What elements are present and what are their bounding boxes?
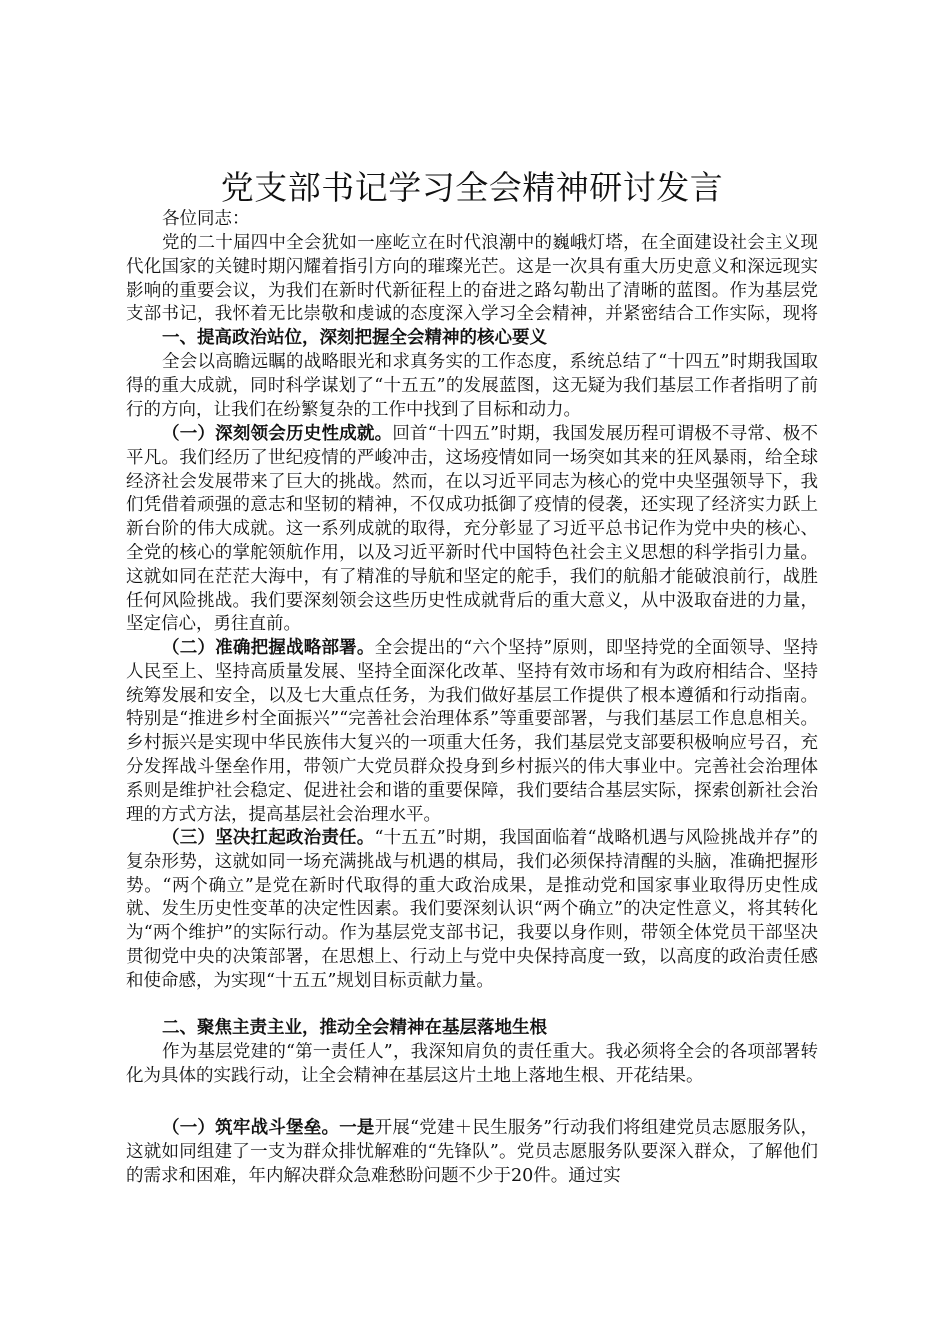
salutation: 各位同志： (162, 209, 250, 229)
section-2-heading: 二、聚焦主责主业，推动全会精神在基层落地生根 (162, 1018, 547, 1038)
section-1-item-1 (126, 423, 818, 637)
item-lead: （一）筑牢战斗堡垒。 (162, 1118, 340, 1138)
item-body: 回首“十四五”时期，我国发展历程可谓极不寻常、极不平凡。我们经历了世纪疫情的严峻冲击，这场疫情如同一场突如其来的狂风暴雨，给全球经济社会发展带来了巨大的挑战。然而，在以习近平同志为核心的党中央坚强领导下，我们凭借着顽强的意志和坚韧的精神，不仅成功抵御了疫情的侵袭，还实现了经济实力跃上新台阶的伟大成就。这一系列成就的取得，充分彰显了习近平总书记作为党中央的核心、全党的核心的掌舵领航作用，以及习近平新时代中国特色社会主义思想的科学指引力量。这就如同在茫茫大海中，有了精准的导航和坚定的舵手，我们的航船才能破浪前行，战胜任何风险挑战。我们要深刻领会这些历史性成就背后的重大意义，从中汲取奋进的力量，坚定信心，勇往直前。 (126, 424, 818, 635)
item-sublead: 一是 (339, 1118, 375, 1138)
section-2-item-1 (126, 1117, 818, 1189)
section-1-item-2 (126, 637, 818, 827)
section-1-heading: 一、提高政治站位，深刻把握全会精神的核心要义 (162, 328, 547, 348)
item-body: 开展“党建＋民生服务”行动我们将组建党员志愿服务队，这就如同组建了一支为群众排忧解难的“先锋队”。党员志愿服务队要深入群众，了解他们的需求和困难，年内解决群众急难愁盼问题不少于20件。通过实 (126, 1118, 818, 1186)
item-lead: （三）坚决扛起政治责任。 (162, 828, 375, 848)
section-2-paragraph: 作为基层党建的“第一责任人”，我深知肩负的责任重大。我必须将全会的各项部署转化为具体的实践行动，让全会精神在基层这片土地上落地生根、开花结果。 (126, 1042, 818, 1086)
document-title: 党支部书记学习全会精神研讨发言 (220, 168, 724, 207)
item-lead: （一）深刻领会历史性成就。 (162, 424, 393, 444)
document-page (126, 168, 818, 1189)
intro-paragraph: 党的二十届四中全会犹如一座屹立在时代浪潮中的巍峨灯塔，在全面建设社会主义现代化国家的关键时期闪耀着指引方向的璀璨光芒。这是一次具有重大历史意义和深远现实影响的重要会议，为我们在新时代新征程上的奋进之路勾勒出了清晰的蓝图。作为基层党支部书记，我怀着无比崇敬和虔诚的态度深入学习全会精神，并紧密结合工作实际，现将 (126, 233, 818, 325)
section-1-item-3 (126, 827, 818, 1017)
item-body: 全会提出的“六个坚持”原则，即坚持党的全面领导、坚持人民至上、坚持高质量发展、坚持全面深化改革、坚持有效市场和有为政府相结合、坚持统筹发展和安全，以及七大重点任务，为我们做好基层工作提供了根本遵循和行动指南。特别是“推进乡村全面振兴”“完善社会治理体系”等重要部署，与我们基层工作息息相关。乡村振兴是实现中华民族伟大复兴的一项重大任务，我们基层党支部要积极响应号召，充分发挥战斗堡垒作用，带领广大党员群众投身到乡村振兴的伟大事业中。完善社会治理体系则是维护社会稳定、促进社会和谐的重要保障，我们要结合基层实际，探索创新社会治理的方式方法，提高基层社会治理水平。 (126, 638, 818, 825)
section-1-paragraph: 全会以高瞻远瞩的战略眼光和求真务实的工作态度，系统总结了“十四五”时期我国取得的重大成就，同时科学谋划了“十五五”的发展蓝图，这无疑为我们基层工作者指明了前行的方向，让我们在纷繁复杂的工作中找到了目标和动力。 (126, 352, 818, 420)
item-body: “十五五”时期，我国面临着“战略机遇与风险挑战并存”的复杂形势，这就如同一场充满挑战与机遇的棋局，我们必须保持清醒的头脑，准确把握形势。“两个确立”是党在新时代取得的重大政治成果，是推动党和国家事业取得历史性成就、发生历史性变革的决定性因素。我们要深刻认识“两个确立”的决定性意义，将其转化为“两个维护”的实际行动。作为基层党支部书记，我要以身作则，带领全体党员干部坚决贯彻党中央的决策部署，在思想上、行动上与党中央保持高度一致，以高度的政治责任感和使命感，为实现“十五五”规划目标贡献力量。 (126, 828, 818, 991)
item-lead: （二）准确把握战略部署。 (162, 638, 375, 658)
